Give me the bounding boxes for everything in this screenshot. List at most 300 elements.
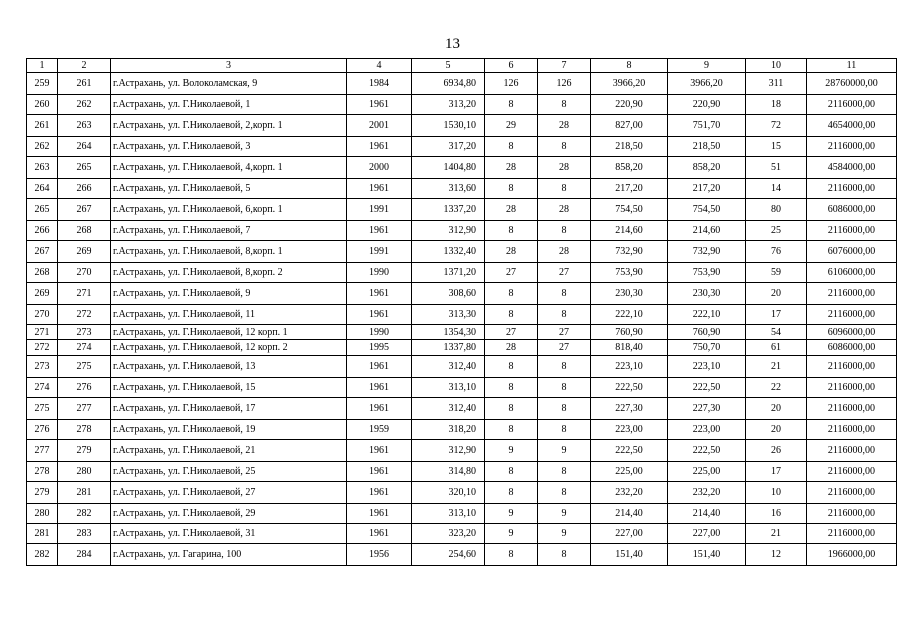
table-cell-col-7: 8 — [538, 398, 591, 420]
table-cell-col-10: 17 — [746, 305, 807, 325]
table-cell-col-9: 223,00 — [668, 420, 746, 440]
table-cell-col-7: 8 — [538, 378, 591, 398]
table-cell-col-1: 261 — [27, 115, 58, 137]
column-header-5: 5 — [412, 59, 485, 73]
table-cell-col-4: 1961 — [347, 462, 412, 482]
table-cell-col-8: 232,20 — [591, 482, 668, 504]
table-cell-col-6: 8 — [485, 305, 538, 325]
table-cell-col-9: 754,50 — [668, 199, 746, 221]
table-cell-col-9: 227,00 — [668, 524, 746, 544]
table-cell-col-7: 8 — [538, 544, 591, 566]
table-cell-col-6: 9 — [485, 504, 538, 524]
table-cell-col-1: 270 — [27, 305, 58, 325]
table-cell-col-6: 8 — [485, 283, 538, 305]
table-cell-col-2: 282 — [58, 504, 111, 524]
table-row — [27, 524, 897, 544]
table-cell-col-2: 277 — [58, 398, 111, 420]
table-row — [27, 263, 897, 283]
column-header-2: 2 — [58, 59, 111, 73]
page-number: 13 — [445, 36, 460, 52]
table-cell-col-5: 320,10 — [412, 482, 485, 504]
table-cell-col-8: 223,00 — [591, 420, 668, 440]
table-cell-col-2: 272 — [58, 305, 111, 325]
table-cell-col-10: 20 — [746, 420, 807, 440]
table-cell-col-9: 230,30 — [668, 283, 746, 305]
table-cell-col-8: 225,00 — [591, 462, 668, 482]
table-cell-col-10: 21 — [746, 524, 807, 544]
table-cell-col-7: 8 — [538, 283, 591, 305]
table-cell-col-8: 227,00 — [591, 524, 668, 544]
table-cell-col-5: 313,10 — [412, 504, 485, 524]
table-cell-col-2: 279 — [58, 440, 111, 462]
table-cell-col-3: г.Астрахань, ул. Г.Николаевой, 9 — [111, 283, 347, 305]
table-cell-col-6: 8 — [485, 398, 538, 420]
table-cell-col-1: 274 — [27, 378, 58, 398]
table-cell-col-5: 1371,20 — [412, 263, 485, 283]
table-row — [27, 115, 897, 137]
table-cell-col-2: 263 — [58, 115, 111, 137]
table-cell-col-6: 8 — [485, 95, 538, 115]
table-cell-col-7: 8 — [538, 179, 591, 199]
table-cell-col-4: 1990 — [347, 325, 412, 340]
table-cell-col-3: г.Астрахань, ул. Г.Николаевой, 12 корп. 1 — [111, 325, 347, 340]
table-cell-col-6: 8 — [485, 462, 538, 482]
table-cell-col-11: 2116000,00 — [807, 504, 897, 524]
table-cell-col-5: 318,20 — [412, 420, 485, 440]
table-cell-col-1: 259 — [27, 73, 58, 95]
table-cell-col-6: 29 — [485, 115, 538, 137]
table-cell-col-5: 313,20 — [412, 95, 485, 115]
table-cell-col-7: 28 — [538, 115, 591, 137]
table-cell-col-7: 8 — [538, 420, 591, 440]
table-cell-col-9: 222,50 — [668, 378, 746, 398]
table-cell-col-8: 230,30 — [591, 283, 668, 305]
table-cell-col-5: 312,90 — [412, 440, 485, 462]
table-cell-col-9: 220,90 — [668, 95, 746, 115]
table-row — [27, 157, 897, 179]
table-row — [27, 221, 897, 241]
table-cell-col-8: 760,90 — [591, 325, 668, 340]
table-cell-col-11: 2116000,00 — [807, 378, 897, 398]
table-cell-col-11: 2116000,00 — [807, 137, 897, 157]
table-cell-col-5: 1332,40 — [412, 241, 485, 263]
table-row — [27, 325, 897, 340]
table-cell-col-11: 2116000,00 — [807, 221, 897, 241]
table-cell-col-2: 284 — [58, 544, 111, 566]
table-cell-col-9: 217,20 — [668, 179, 746, 199]
table-cell-col-2: 283 — [58, 524, 111, 544]
table-cell-col-2: 280 — [58, 462, 111, 482]
table-cell-col-2: 267 — [58, 199, 111, 221]
table-cell-col-2: 270 — [58, 263, 111, 283]
table-cell-col-4: 1961 — [347, 95, 412, 115]
table-cell-col-1: 280 — [27, 504, 58, 524]
table-cell-col-5: 308,60 — [412, 283, 485, 305]
table-cell-col-9: 760,90 — [668, 325, 746, 340]
table-cell-col-6: 9 — [485, 524, 538, 544]
table-cell-col-6: 126 — [485, 73, 538, 95]
table-cell-col-5: 1404,80 — [412, 157, 485, 179]
table-cell-col-11: 2116000,00 — [807, 462, 897, 482]
table-cell-col-7: 8 — [538, 221, 591, 241]
table-cell-col-4: 1961 — [347, 482, 412, 504]
table-cell-col-3: г.Астрахань, ул. Г.Николаевой, 25 — [111, 462, 347, 482]
table-cell-col-3: г.Астрахань, ул. Г.Николаевой, 6,корп. 1 — [111, 199, 347, 221]
table-cell-col-2: 274 — [58, 340, 111, 356]
table-cell-col-3: г.Астрахань, ул. Г.Николаевой, 4,корп. 1 — [111, 157, 347, 179]
table-cell-col-10: 10 — [746, 482, 807, 504]
table-cell-col-8: 220,90 — [591, 95, 668, 115]
table-row — [27, 356, 897, 378]
table-cell-col-11: 6076000,00 — [807, 241, 897, 263]
table-cell-col-7: 9 — [538, 504, 591, 524]
table-cell-col-1: 262 — [27, 137, 58, 157]
table-cell-col-11: 2116000,00 — [807, 305, 897, 325]
table-cell-col-3: г.Астрахань, ул. Волоколамская, 9 — [111, 73, 347, 95]
table-cell-col-5: 254,60 — [412, 544, 485, 566]
table-cell-col-2: 265 — [58, 157, 111, 179]
table-row — [27, 199, 897, 221]
table-cell-col-6: 8 — [485, 420, 538, 440]
table-cell-col-8: 222,50 — [591, 378, 668, 398]
table-cell-col-6: 27 — [485, 325, 538, 340]
table-cell-col-1: 282 — [27, 544, 58, 566]
table-cell-col-5: 314,80 — [412, 462, 485, 482]
table-cell-col-10: 51 — [746, 157, 807, 179]
table-cell-col-7: 8 — [538, 305, 591, 325]
table-cell-col-2: 273 — [58, 325, 111, 340]
table-cell-col-11: 2116000,00 — [807, 524, 897, 544]
table-cell-col-4: 1961 — [347, 378, 412, 398]
table-cell-col-9: 214,40 — [668, 504, 746, 524]
table-cell-col-8: 151,40 — [591, 544, 668, 566]
table-cell-col-5: 313,30 — [412, 305, 485, 325]
table-cell-col-8: 827,00 — [591, 115, 668, 137]
table-cell-col-8: 3966,20 — [591, 73, 668, 95]
table-cell-col-3: г.Астрахань, ул. Гагарина, 100 — [111, 544, 347, 566]
table-cell-col-10: 59 — [746, 263, 807, 283]
table-cell-col-7: 27 — [538, 325, 591, 340]
table-cell-col-8: 214,40 — [591, 504, 668, 524]
table-cell-col-3: г.Астрахань, ул. Г.Николаевой, 19 — [111, 420, 347, 440]
table-cell-col-11: 2116000,00 — [807, 440, 897, 462]
table-cell-col-6: 28 — [485, 157, 538, 179]
table-cell-col-5: 1337,80 — [412, 340, 485, 356]
table-cell-col-10: 54 — [746, 325, 807, 340]
table-cell-col-10: 15 — [746, 137, 807, 157]
column-header-6: 6 — [485, 59, 538, 73]
housing-register-table — [26, 58, 897, 566]
table-cell-col-2: 281 — [58, 482, 111, 504]
table-cell-col-5: 1354,30 — [412, 325, 485, 340]
table-cell-col-7: 8 — [538, 462, 591, 482]
table-row — [27, 137, 897, 157]
table-cell-col-10: 311 — [746, 73, 807, 95]
table-cell-col-3: г.Астрахань, ул. Г.Николаевой, 3 — [111, 137, 347, 157]
table-cell-col-1: 263 — [27, 157, 58, 179]
table-cell-col-1: 273 — [27, 356, 58, 378]
table-cell-col-5: 313,60 — [412, 179, 485, 199]
table-cell-col-11: 6086000,00 — [807, 340, 897, 356]
table-cell-col-10: 17 — [746, 462, 807, 482]
table-cell-col-3: г.Астрахань, ул. Г.Николаевой, 1 — [111, 95, 347, 115]
table-cell-col-10: 16 — [746, 504, 807, 524]
table-row — [27, 420, 897, 440]
column-header-10: 10 — [746, 59, 807, 73]
table-cell-col-3: г.Астрахань, ул. Г.Николаевой, 29 — [111, 504, 347, 524]
table-cell-col-9: 753,90 — [668, 263, 746, 283]
table-row — [27, 283, 897, 305]
table-cell-col-11: 2116000,00 — [807, 420, 897, 440]
table-cell-col-11: 4584000,00 — [807, 157, 897, 179]
table-cell-col-3: г.Астрахань, ул. Г.Николаевой, 5 — [111, 179, 347, 199]
table-cell-col-3: г.Астрахань, ул. Г.Николаевой, 12 корп. 2 — [111, 340, 347, 356]
table-cell-col-3: г.Астрахань, ул. Г.Николаевой, 2,корп. 1 — [111, 115, 347, 137]
table-cell-col-7: 9 — [538, 524, 591, 544]
table-cell-col-8: 214,60 — [591, 221, 668, 241]
table-cell-col-1: 267 — [27, 241, 58, 263]
table-cell-col-2: 266 — [58, 179, 111, 199]
table-cell-col-5: 312,40 — [412, 398, 485, 420]
table-cell-col-11: 2116000,00 — [807, 356, 897, 378]
table-row — [27, 482, 897, 504]
table-cell-col-6: 28 — [485, 340, 538, 356]
table-cell-col-1: 279 — [27, 482, 58, 504]
table-cell-col-7: 8 — [538, 482, 591, 504]
table-row — [27, 305, 897, 325]
column-header-4: 4 — [347, 59, 412, 73]
table-cell-col-7: 27 — [538, 340, 591, 356]
table-cell-col-9: 732,90 — [668, 241, 746, 263]
table-cell-col-11: 6096000,00 — [807, 325, 897, 340]
table-cell-col-8: 222,50 — [591, 440, 668, 462]
table-cell-col-6: 27 — [485, 263, 538, 283]
table-row — [27, 398, 897, 420]
table-cell-col-3: г.Астрахань, ул. Г.Николаевой, 11 — [111, 305, 347, 325]
table-cell-col-11: 28760000,00 — [807, 73, 897, 95]
column-header-1: 1 — [27, 59, 58, 73]
table-cell-col-3: г.Астрахань, ул. Г.Николаевой, 13 — [111, 356, 347, 378]
table-cell-col-4: 2000 — [347, 157, 412, 179]
table-cell-col-9: 227,30 — [668, 398, 746, 420]
table-row — [27, 95, 897, 115]
table-cell-col-9: 218,50 — [668, 137, 746, 157]
column-header-9: 9 — [668, 59, 746, 73]
table-cell-col-11: 2116000,00 — [807, 95, 897, 115]
table-cell-col-4: 1991 — [347, 241, 412, 263]
table-cell-col-10: 80 — [746, 199, 807, 221]
table-cell-col-8: 223,10 — [591, 356, 668, 378]
table-cell-col-8: 217,20 — [591, 179, 668, 199]
table-row — [27, 241, 897, 263]
table-cell-col-3: г.Астрахань, ул. Г.Николаевой, 17 — [111, 398, 347, 420]
table-cell-col-9: 858,20 — [668, 157, 746, 179]
table-cell-col-1: 277 — [27, 440, 58, 462]
table-row — [27, 73, 897, 95]
table-cell-col-8: 227,30 — [591, 398, 668, 420]
table-cell-col-11: 4654000,00 — [807, 115, 897, 137]
table-cell-col-4: 1984 — [347, 73, 412, 95]
table-cell-col-1: 269 — [27, 283, 58, 305]
table-cell-col-5: 317,20 — [412, 137, 485, 157]
table-row — [27, 440, 897, 462]
table-cell-col-4: 1959 — [347, 420, 412, 440]
table-cell-col-11: 2116000,00 — [807, 179, 897, 199]
table-cell-col-9: 223,10 — [668, 356, 746, 378]
table-cell-col-11: 2116000,00 — [807, 398, 897, 420]
table-cell-col-2: 264 — [58, 137, 111, 157]
table-cell-col-10: 14 — [746, 179, 807, 199]
table-cell-col-10: 72 — [746, 115, 807, 137]
table-cell-col-8: 732,90 — [591, 241, 668, 263]
table-cell-col-3: г.Астрахань, ул. Г.Николаевой, 21 — [111, 440, 347, 462]
table-cell-col-4: 1956 — [347, 544, 412, 566]
table-cell-col-4: 1961 — [347, 283, 412, 305]
table-cell-col-2: 271 — [58, 283, 111, 305]
table-cell-col-4: 1961 — [347, 221, 412, 241]
table-cell-col-10: 20 — [746, 398, 807, 420]
table-cell-col-1: 275 — [27, 398, 58, 420]
table-cell-col-2: 268 — [58, 221, 111, 241]
table-cell-col-4: 1995 — [347, 340, 412, 356]
table-cell-col-1: 281 — [27, 524, 58, 544]
table-cell-col-10: 26 — [746, 440, 807, 462]
header-row — [27, 59, 897, 73]
table-cell-col-11: 2116000,00 — [807, 482, 897, 504]
table-cell-col-7: 28 — [538, 241, 591, 263]
table-cell-col-10: 12 — [746, 544, 807, 566]
table-cell-col-7: 9 — [538, 440, 591, 462]
table-cell-col-6: 8 — [485, 221, 538, 241]
table-row — [27, 340, 897, 356]
table-cell-col-1: 260 — [27, 95, 58, 115]
table-cell-col-10: 22 — [746, 378, 807, 398]
table-cell-col-4: 1961 — [347, 305, 412, 325]
table-cell-col-4: 1961 — [347, 179, 412, 199]
table-cell-col-4: 1961 — [347, 524, 412, 544]
table-cell-col-5: 323,20 — [412, 524, 485, 544]
table-cell-col-4: 1991 — [347, 199, 412, 221]
table-cell-col-8: 222,10 — [591, 305, 668, 325]
table-cell-col-7: 8 — [538, 95, 591, 115]
table-cell-col-4: 1961 — [347, 398, 412, 420]
table-row — [27, 462, 897, 482]
table-cell-col-2: 275 — [58, 356, 111, 378]
table-row — [27, 544, 897, 566]
table-cell-col-3: г.Астрахань, ул. Г.Николаевой, 27 — [111, 482, 347, 504]
table-cell-col-7: 28 — [538, 199, 591, 221]
table-cell-col-3: г.Астрахань, ул. Г.Николаевой, 8,корп. 1 — [111, 241, 347, 263]
table-cell-col-11: 2116000,00 — [807, 283, 897, 305]
table-cell-col-6: 8 — [485, 544, 538, 566]
table-cell-col-1: 268 — [27, 263, 58, 283]
column-header-11: 11 — [807, 59, 897, 73]
table-cell-col-6: 8 — [485, 179, 538, 199]
table-cell-col-5: 1530,10 — [412, 115, 485, 137]
table-cell-col-6: 8 — [485, 137, 538, 157]
table-cell-col-8: 858,20 — [591, 157, 668, 179]
table-cell-col-2: 261 — [58, 73, 111, 95]
table-cell-col-8: 218,50 — [591, 137, 668, 157]
table-cell-col-4: 2001 — [347, 115, 412, 137]
table-cell-col-9: 151,40 — [668, 544, 746, 566]
table-cell-col-2: 276 — [58, 378, 111, 398]
table-cell-col-5: 312,90 — [412, 221, 485, 241]
table-cell-col-5: 312,40 — [412, 356, 485, 378]
table-cell-col-9: 222,10 — [668, 305, 746, 325]
table-cell-col-11: 1966000,00 — [807, 544, 897, 566]
table-cell-col-6: 28 — [485, 241, 538, 263]
table-cell-col-9: 232,20 — [668, 482, 746, 504]
column-header-3: 3 — [111, 59, 347, 73]
table-cell-col-4: 1961 — [347, 356, 412, 378]
table-cell-col-1: 276 — [27, 420, 58, 440]
column-header-8: 8 — [591, 59, 668, 73]
table-cell-col-4: 1961 — [347, 440, 412, 462]
table-cell-col-3: г.Астрахань, ул. Г.Николаевой, 7 — [111, 221, 347, 241]
table-cell-col-4: 1961 — [347, 504, 412, 524]
table-cell-col-8: 754,50 — [591, 199, 668, 221]
table-cell-col-9: 222,50 — [668, 440, 746, 462]
table-cell-col-2: 262 — [58, 95, 111, 115]
table-cell-col-3: г.Астрахань, ул. Г.Николаевой, 15 — [111, 378, 347, 398]
table-cell-col-10: 61 — [746, 340, 807, 356]
table-cell-col-11: 6086000,00 — [807, 199, 897, 221]
table-cell-col-5: 6934,80 — [412, 73, 485, 95]
table-cell-col-11: 6106000,00 — [807, 263, 897, 283]
table-cell-col-3: г.Астрахань, ул. Г.Николаевой, 31 — [111, 524, 347, 544]
table-cell-col-1: 272 — [27, 340, 58, 356]
table-row — [27, 504, 897, 524]
table-cell-col-9: 750,70 — [668, 340, 746, 356]
table-cell-col-6: 8 — [485, 356, 538, 378]
table-cell-col-5: 1337,20 — [412, 199, 485, 221]
table-cell-col-10: 18 — [746, 95, 807, 115]
table-cell-col-10: 25 — [746, 221, 807, 241]
column-header-7: 7 — [538, 59, 591, 73]
table-cell-col-6: 9 — [485, 440, 538, 462]
table-cell-col-1: 278 — [27, 462, 58, 482]
table-cell-col-7: 27 — [538, 263, 591, 283]
table-cell-col-1: 271 — [27, 325, 58, 340]
table-cell-col-6: 28 — [485, 199, 538, 221]
table-cell-col-5: 313,10 — [412, 378, 485, 398]
table-cell-col-9: 3966,20 — [668, 73, 746, 95]
table-cell-col-7: 28 — [538, 157, 591, 179]
table-cell-col-10: 20 — [746, 283, 807, 305]
table-cell-col-6: 8 — [485, 482, 538, 504]
table-cell-col-4: 1961 — [347, 137, 412, 157]
table-cell-col-9: 751,70 — [668, 115, 746, 137]
table-cell-col-9: 225,00 — [668, 462, 746, 482]
table-cell-col-6: 8 — [485, 378, 538, 398]
table-cell-col-8: 818,40 — [591, 340, 668, 356]
table-cell-col-3: г.Астрахань, ул. Г.Николаевой, 8,корп. 2 — [111, 263, 347, 283]
table-cell-col-8: 753,90 — [591, 263, 668, 283]
table-cell-col-2: 278 — [58, 420, 111, 440]
table-row — [27, 378, 897, 398]
table-cell-col-10: 76 — [746, 241, 807, 263]
table-cell-col-2: 269 — [58, 241, 111, 263]
table-cell-col-1: 266 — [27, 221, 58, 241]
table-body — [27, 73, 897, 566]
table-cell-col-10: 21 — [746, 356, 807, 378]
table-cell-col-4: 1990 — [347, 263, 412, 283]
table-cell-col-1: 265 — [27, 199, 58, 221]
table-cell-col-7: 126 — [538, 73, 591, 95]
table-row — [27, 179, 897, 199]
table-cell-col-7: 8 — [538, 356, 591, 378]
